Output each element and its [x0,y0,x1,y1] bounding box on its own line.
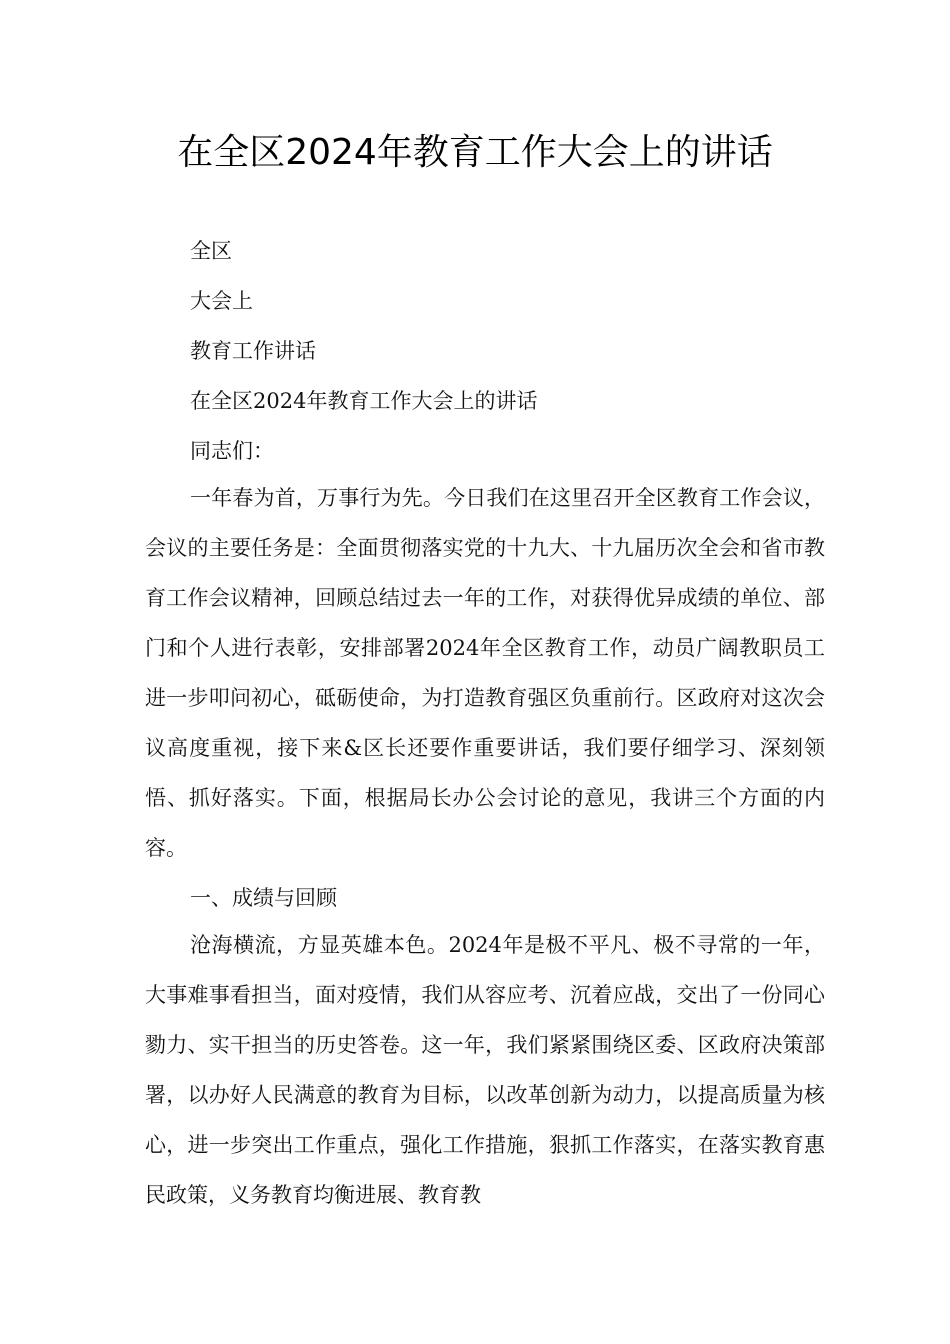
document-title: 在全区2024年教育工作大会上的讲话 [177,132,773,173]
keyword-2: 大会上 [190,289,253,313]
document-subtitle: 在全区2024年教育工作大会上的讲话 [190,389,538,413]
keyword-3: 教育工作讲话 [190,339,316,363]
keyword-1: 全区 [190,239,232,263]
paragraph-achievements: 沧海横流，方显英雄本色。2024年是极不平凡、极不寻常的一年，大事难事看担当，面对疫情，我们从容应考、沉着应战，交出了一份同心勠力、实干担当的历史答卷。这一年，我们紧紧围绕区委、区政府决策部署，以办好人民满意的教育为目标，以改革创新为动力，以提高质量为核心，进一步突出工作重点，强化工作措施，狠抓工作落实，在落实教育惠民政策，义务教育均衡进展、教育教 [145,933,825,1207]
section-heading-achievements: 一、成绩与回顾 [190,886,337,910]
salutation: 同志们： [190,439,274,463]
paragraph-opening: 一年春为首，万事行为先。今日我们在这里召开全区教育工作会议，会议的主要任务是：全面贯彻落实党的十九大、十九届历次全会和省市教育工作会议精神，回顾总结过去一年的工作，对获得优异成绩的单位、部门和个人进行表彰，安排部署2024年全区教育工作，动员广阔教职员工进一步叩问初心，砥砺使命，为打造教育强区负重前行。区政府对这次会议高度重视，接下来&区长还要作重要讲话，我们要仔细学习、深刻领悟、抓好落实。下面，根据局长办公会讨论的意见，我讲三个方面的内容。 [145,486,825,860]
